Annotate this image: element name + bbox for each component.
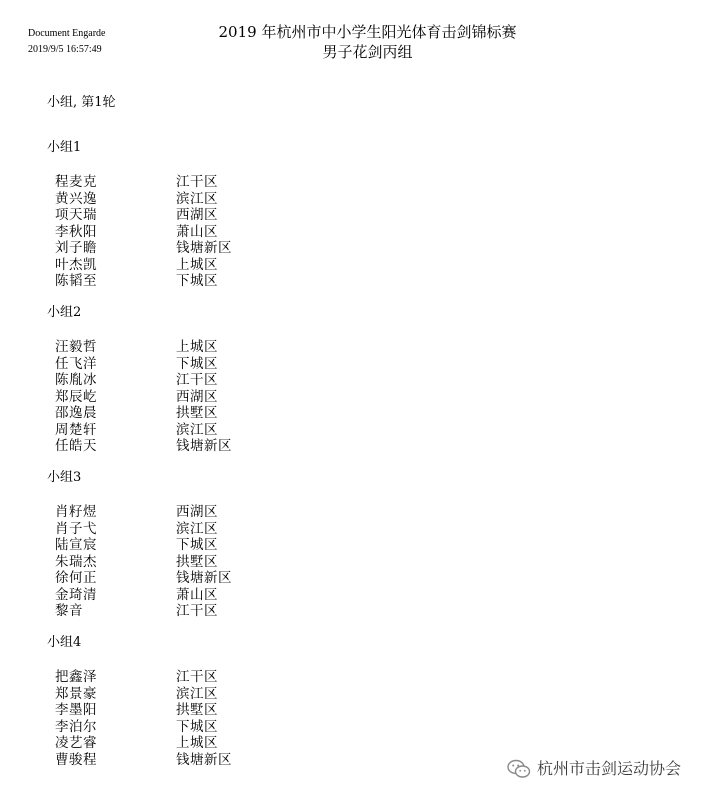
fencer-name: 任飞洋 [55,355,97,372]
fencer-name: 朱瑞杰 [55,553,97,570]
pool-title: 小组2 [47,305,82,320]
fencer-row [0,521,725,538]
fencer-club: 上城区 [176,339,218,355]
fencer-row [0,719,725,736]
fencer-name: 陈胤冰 [55,372,97,388]
pool-title: 小组3 [47,470,82,485]
fencer-club: 滨江区 [176,520,218,537]
fencer-row [0,422,725,439]
watermark-text: 杭州市击剑运动协会 [537,759,682,778]
fencer-row [0,669,725,686]
watermark [507,758,681,780]
fencer-name: 曹骏程 [55,751,97,768]
fencer-row [0,207,725,224]
fencer-name: 凌艺睿 [55,735,97,751]
fencer-club: 滨江区 [176,190,218,207]
fencer-club: 滨江区 [176,421,218,438]
fencer-name: 程麦克 [55,174,97,190]
fencer-row [0,504,725,521]
fencer-name: 黎音 [55,603,83,619]
fencer-club: 拱墅区 [176,553,218,570]
fencer-row [0,257,725,274]
fencer-club: 拱墅区 [176,405,218,421]
fencer-name: 肖子弋 [55,520,97,537]
fencer-row [0,686,725,703]
fencer-list [0,339,725,455]
fencer-list [0,504,725,620]
fencer-club: 钱塘新区 [176,438,232,454]
fencer-club: 下城区 [176,355,218,372]
fencer-name: 周楚轩 [55,421,97,438]
fencer-row [0,537,725,554]
pool-title: 小组4 [47,635,82,650]
fencer-club: 钱塘新区 [176,240,232,256]
fencer-club: 江干区 [176,174,218,190]
fencer-row [0,240,725,257]
fencer-row [0,389,725,406]
fencer-name: 黄兴逸 [55,190,97,207]
fencer-club: 江干区 [176,669,218,685]
fencer-club: 西湖区 [176,388,218,405]
fencer-row [0,191,725,208]
fencer-row [0,587,725,604]
print-timestamp: 2019/9/5 16:57:49 [28,44,102,55]
competition-title: 2019 年杭州市中小学生阳光体育击剑锦标赛 [218,23,517,41]
fencer-name: 刘子瞻 [55,240,97,256]
fencer-club: 滨江区 [176,685,218,702]
event-subtitle: 男子花剑丙组 [322,43,413,61]
fencer-row [0,224,725,241]
fencer-row [0,554,725,571]
fencer-row [0,372,725,389]
fencer-name: 任皓天 [55,438,97,454]
fencer-club: 萧山区 [176,223,218,240]
fencer-club: 钱塘新区 [176,751,232,768]
fencer-row [0,702,725,719]
fencer-club: 江干区 [176,603,218,619]
fencer-name: 把鑫泽 [55,669,97,685]
fencer-club: 钱塘新区 [176,570,232,586]
fencer-name: 李墨阳 [55,702,97,718]
round-heading: 小组, 第1轮 [47,95,116,110]
fencer-club: 下城区 [176,718,218,735]
fencer-club: 下城区 [176,273,218,289]
fencer-name: 金琦清 [55,586,97,603]
fencer-row [0,174,725,191]
fencer-club: 下城区 [176,537,218,553]
fencer-row [0,356,725,373]
fencer-name: 项天瑞 [55,207,97,223]
fencer-name: 陆宣宸 [55,537,97,553]
fencer-club: 萧山区 [176,586,218,603]
fencer-name: 汪毅哲 [55,339,97,355]
fencer-club: 拱墅区 [176,702,218,718]
fencer-name: 叶杰凯 [55,256,97,273]
fencer-club: 上城区 [176,256,218,273]
app-name: Document Engarde [28,28,106,39]
fencer-row [0,273,725,290]
fencer-name: 李泊尔 [55,718,97,735]
fencer-name: 陈韬至 [55,273,97,289]
fencer-row [0,570,725,587]
fencer-club: 上城区 [176,735,218,751]
fencer-name: 肖籽煜 [55,504,97,520]
fencer-name: 郑辰屹 [55,388,97,405]
fencer-row [0,735,725,752]
fencer-row [0,339,725,356]
fencer-name: 李秋阳 [55,223,97,240]
wechat-icon [507,759,531,779]
fencer-list [0,669,725,768]
fencer-club: 西湖区 [176,207,218,223]
pool-title: 小组1 [47,140,82,155]
fencer-row [0,603,725,620]
fencer-name: 郑景豪 [55,685,97,702]
fencer-row [0,438,725,455]
fencer-row [0,405,725,422]
fencer-club: 江干区 [176,372,218,388]
fencer-list [0,174,725,290]
fencer-name: 徐何正 [55,570,97,586]
fencer-club: 西湖区 [176,504,218,520]
fencer-name: 邵逸晨 [55,405,97,421]
